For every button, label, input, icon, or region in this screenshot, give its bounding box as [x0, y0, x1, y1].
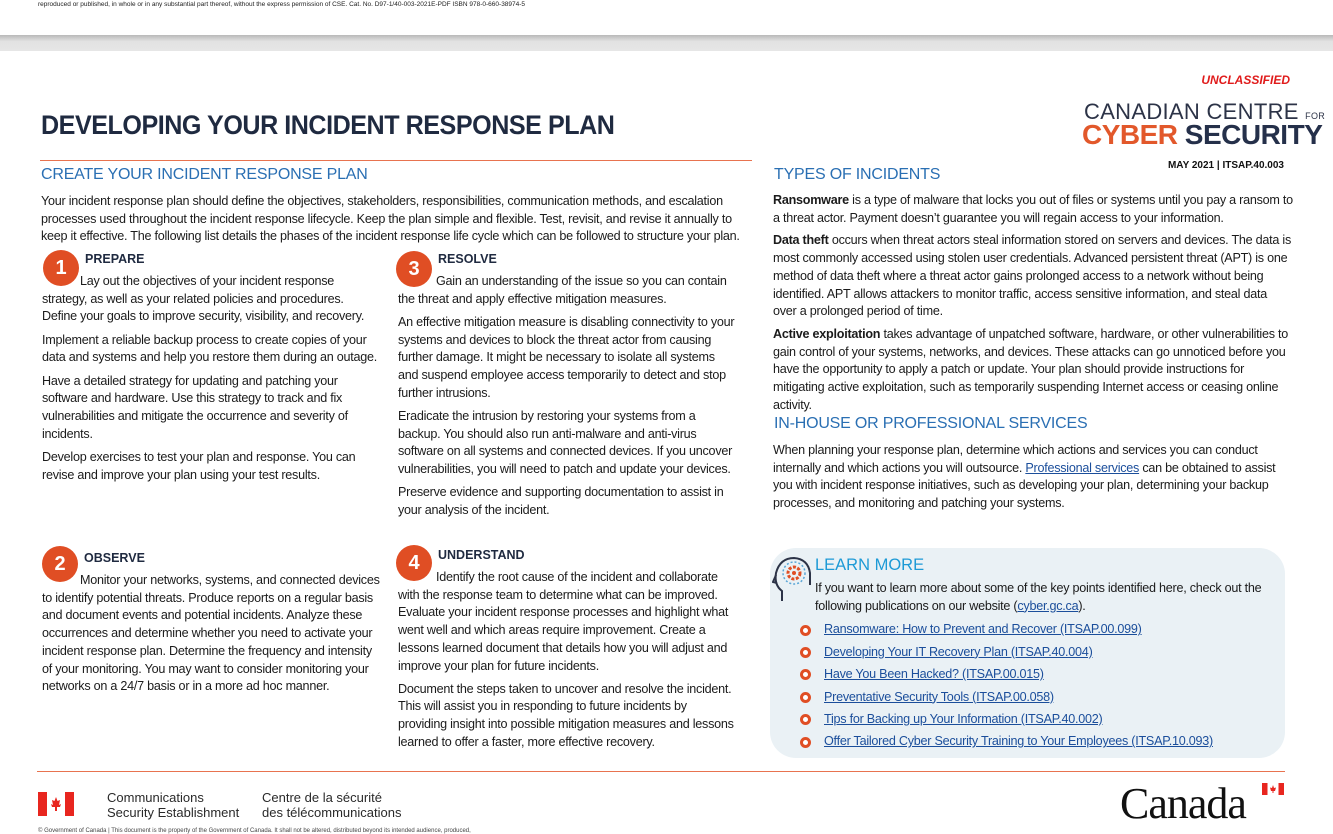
- section-heading-inhouse: IN-HOUSE OR PROFESSIONAL SERVICES: [774, 415, 1088, 432]
- cse-french-name: Centre de la sécurité des télécommunications: [262, 790, 402, 820]
- head-gear-icon: [772, 555, 814, 603]
- canada-flag-icon: [38, 792, 74, 816]
- logo-line-1: CANADIAN CENTRE FOR: [1084, 99, 1326, 124]
- paragraph: Preserve evidence and supporting documentation to assist in your analysis of the incident.: [398, 485, 724, 517]
- incident-type-ransomware: Ransomware is a type of malware that locks you out of files or systems until you pay a ransom to a threat actor. Payment doesn’t guarantee you will regain access to your information.: [773, 193, 1293, 225]
- footer-divider: [37, 771, 1285, 772]
- logo-line-2: CYBER SECURITY: [1082, 119, 1323, 150]
- cyber-gc-ca-link[interactable]: cyber.gc.ca: [1017, 598, 1079, 613]
- paragraph: Document the steps taken to uncover and resolve the incident. This will assist you in responding to future incidents by providing insight into possible mitigation measures and lessons learned to offer a faster, more effective recovery.: [398, 681, 734, 749]
- step-1-body: [42, 273, 380, 490]
- divider: [40, 160, 752, 161]
- step-3-badge: 3: [396, 251, 432, 287]
- step-1-title: PREPARE: [85, 252, 145, 266]
- types-list: [773, 192, 1293, 419]
- legal-notice-bottom: © Government of Canada | This document is the property of the Government of Canada. It shall not be altered, distributed beyond its intended audience, produced,: [38, 828, 471, 834]
- incident-type-active-exploitation: Active exploitation takes advantage of unpatched software, hardware, or other vulnerabilities to gain control of your systems, networks, and devices. These attacks can go unnoticed before you have the opportunity to apply a patch or update. Your plan should provide instructions for mitigating active exploitation, such as temporarily suspending Internet access or ceasing online activity.: [773, 326, 1289, 412]
- list-item: [800, 619, 1213, 641]
- list-item: [800, 731, 1213, 753]
- classification-label: UNCLASSIFIED: [1201, 73, 1290, 87]
- publication-link[interactable]: Ransomware: How to Prevent and Recover (ITSAP.00.099): [824, 622, 1142, 637]
- bullet-icon: [800, 625, 811, 636]
- paragraph: Lay out the objectives of your incident response strategy, as well as your related policies and procedures. Define your goals to improve security, visibility, and recovery.: [42, 274, 365, 324]
- list-item: [800, 641, 1213, 663]
- bullet-icon: [800, 714, 811, 725]
- page-separator: [0, 35, 1333, 51]
- publication-link[interactable]: Have You Been Hacked? (ITSAP.00.015): [824, 667, 1044, 682]
- paragraph: Gain an understanding of the issue so you can contain the threat and apply effective mitigation measures.: [398, 274, 727, 306]
- step-3-title: RESOLVE: [438, 252, 497, 266]
- step-1-badge: 1: [43, 250, 79, 286]
- wordmark-flag-icon: [1262, 783, 1284, 795]
- date-reference: MAY 2021 | ITSAP.40.003: [1167, 160, 1284, 171]
- cse-english-name: Communications Security Establishment: [107, 790, 240, 820]
- list-item: [800, 664, 1213, 686]
- bullet-icon: [800, 692, 811, 703]
- paragraph: Monitor your networks, systems, and connected devices to identify potential threats. Produce reports on a regular basis and document events and potential incidents. Analyze these occurrences and determine whether you need to activate your incident response plan. Determine the frequency and intensity of your monitoring. You may want to consider monitoring your networks on a 24/7 basis or in a more ad hoc manner.: [42, 573, 380, 694]
- paragraph: Have a detailed strategy for updating and patching your software and hardware. Use this strategy to track and fix vulnerabilities and mitigate the occurrence and severity of incidents.: [42, 373, 348, 441]
- paragraph: An effective mitigation measure is disabling connectivity to your systems and devices to block the threat actor from causing further damage. It might be necessary to isolate all systems and suspend employee access temporarily to detect and stop further intrusions.: [398, 314, 735, 400]
- copyright-notice-top: reproduced or published, in whole or in any substantial part thereof, without the express permission of CSE. Cat. No. D97-1/40-003-2021E-PDF ISBN 978-0-660-38974-5: [38, 1, 526, 8]
- learn-more-heading: LEARN MORE: [815, 556, 925, 574]
- canada-wordmark: Canada: [1120, 779, 1246, 828]
- paragraph: Implement a reliable backup process to create copies of your data and systems and help you restore them during an outage.: [42, 332, 378, 365]
- step-4-badge: 4: [396, 545, 432, 581]
- section-heading-types: TYPES OF INCIDENTS: [774, 166, 941, 183]
- bullet-icon: [800, 669, 811, 680]
- intro-text: Your incident response plan should define the objectives, stakeholders, responsibilities, communication methods, and escalation processes used throughout the incident response lifecycle. Keep the plan simple and flexible. Test, revisit, and revise it annually to keep it effective. The following list details the phases of the incident response life cycle which can be followed to structure your plan.: [41, 194, 740, 244]
- paragraph: Develop exercises to test your plan and response. You can revise and improve your plan using your test results.: [42, 449, 356, 482]
- publication-link[interactable]: Preventative Security Tools (ITSAP.00.058): [824, 689, 1054, 704]
- list-item: [800, 686, 1213, 708]
- learn-more-text: If you want to learn more about some of the key points identified here, check out the following publications on our website (cyber.gc.ca).: [815, 581, 1262, 613]
- page-title: DEVELOPING YOUR INCIDENT RESPONSE PLAN: [41, 110, 615, 140]
- inhouse-text: When planning your response plan, determine which actions and services you can conduct internally and which actions you will outsource. Professional services can be obtained to assist you with incident response initiatives, such as developing your plan, determining your backup processes, and monitoring and patching your systems.: [773, 443, 1276, 511]
- step-3-body: [398, 273, 736, 525]
- bullet-icon: [800, 647, 811, 658]
- bullet-icon: [800, 737, 811, 748]
- publication-link[interactable]: Offer Tailored Cyber Security Training to Your Employees (ITSAP.10.093): [824, 734, 1213, 749]
- paragraph: Eradicate the intrusion by restoring your systems from a backup. You should also run anti-malware and anti-virus software on all systems and connected devices. If you uncover vulnerabilities, you will need to patch and update your devices.: [398, 408, 733, 477]
- step-2-title: OBSERVE: [84, 551, 145, 565]
- publication-link[interactable]: Developing Your IT Recovery Plan (ITSAP.40.004): [824, 644, 1093, 659]
- publication-links: [800, 619, 1213, 753]
- step-4-title: UNDERSTAND: [438, 548, 525, 562]
- paragraph: Identify the root cause of the incident and collaborate with the response team to determine what can be improved. Evaluate your incident response processes and highlight what went well and which areas require improvement. Create a lessons learned document that details how you will adjust and improve your plan for future incidents.: [398, 570, 729, 673]
- step-4-body: [398, 569, 736, 757]
- step-2-badge: 2: [42, 546, 78, 582]
- section-heading-create: CREATE YOUR INCIDENT RESPONSE PLAN: [41, 166, 368, 183]
- publication-link[interactable]: Tips for Backing up Your Information (ITSAP.40.002): [824, 711, 1103, 726]
- step-2-body: [42, 572, 380, 701]
- list-item: [800, 709, 1213, 731]
- incident-type-data-theft: Data theft occurs when threat actors steal information stored on servers and devices. The data is most commonly accessed using stolen user credentials. Advanced persistent threat (APT) is one method of data theft where a threat actor gains prolonged access to a network without being identified. APT allows attackers to monitor traffic, access sensitive information, and steal data over a prolonged period of time.: [773, 233, 1291, 319]
- professional-services-link[interactable]: Professional services: [1025, 460, 1140, 475]
